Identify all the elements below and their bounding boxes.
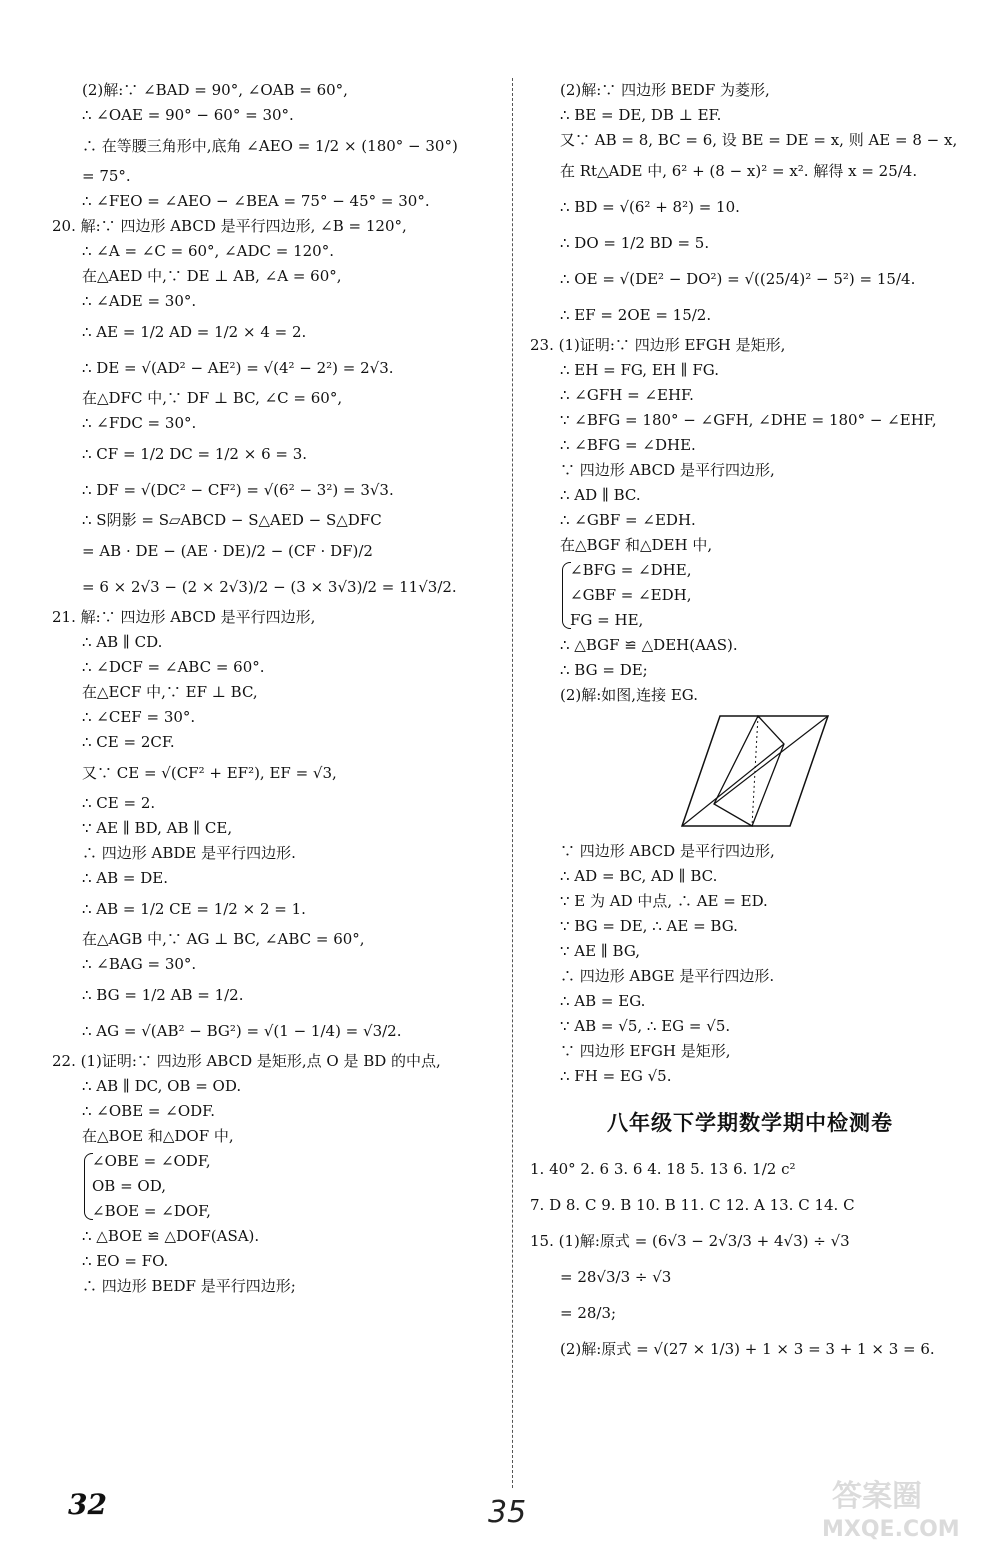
solution-line: = 75°. [82,167,131,185]
solution-line: ∴ ∠BFG = ∠DHE. [560,436,696,454]
solution-line: ∵ 四边形 ABCD 是平行四边形, [560,461,775,479]
solution-line: ∴ AB ∥ CD. [82,633,163,651]
solution-line: (2)解:∵ ∠BAD = 90°, ∠OAB = 60°, [82,81,348,99]
solution-line: 20. 解:∵ 四边形 ABCD 是平行四边形, ∠B = 120°, [52,217,407,235]
solution-line: ∴ DE = √(AD² − AE²) = √(4² − 2²) = 2√3. [82,359,394,377]
solution-line: ∵ AE ∥ BG, [560,942,641,960]
solution-line: = 28/3; [560,1304,617,1322]
solution-line: 在△BGF 和△DEH 中, [560,536,713,554]
solution-line: ∴ 四边形 ABDE 是平行四边形. [82,844,296,862]
brace-line: ∠GBF = ∠EDH, [570,586,692,604]
solution-line: ∴ BG = DE; [560,661,648,679]
solution-line: 在△BOE 和△DOF 中, [82,1127,234,1145]
solution-line: 在△DFC 中,∵ DF ⊥ BC, ∠C = 60°, [82,389,343,407]
solution-line: ∴ ∠DCF = ∠ABC = 60°. [82,658,265,676]
brace-line: ∠BFG = ∠DHE, [570,561,692,579]
solution-line: ∵ 四边形 EFGH 是矩形, [560,1042,731,1060]
solution-line: ∴ ∠CEF = 30°. [82,708,196,726]
solution-line: ∴ 在等腰三角形中,底角 ∠AEO = 1/2 × (180° − 30°) [82,137,458,155]
solution-line: 在△ECF 中,∵ EF ⊥ BC, [82,683,258,701]
solution-line: ∴ AE = 1/2 AD = 1/2 × 4 = 2. [82,323,307,341]
left-column [52,78,492,1299]
solution-line: ∴ ∠OBE = ∠ODF. [82,1102,215,1120]
solution-line: 在△AGB 中,∵ AG ⊥ BC, ∠ABC = 60°, [82,930,365,948]
solution-line: ∴ ∠FEO = ∠AEO − ∠BEA = 75° − 45° = 30°. [82,192,430,210]
solution-line: ∵ AE ∥ BD, AB ∥ CE, [82,819,233,837]
solution-line: 在△AED 中,∵ DE ⊥ AB, ∠A = 60°, [82,267,342,285]
brace-line: ∠OBE = ∠ODF, [92,1152,211,1170]
brace-line: OB = OD, [92,1177,166,1195]
left-solution-lines [52,78,492,1149]
right-solution-mid [530,633,970,708]
brace-line: ∠BOE = ∠DOF, [92,1202,211,1220]
watermark-top-text: 答案圈 [832,1479,922,1514]
solution-line: ∴ CE = 2CF. [82,733,175,751]
solution-line: ∴ △BGF ≌ △DEH(AAS). [560,636,738,654]
watermark-bottom-text: MXQE.COM [822,1517,960,1542]
page-number: 32 [68,1488,107,1521]
left-brace-system [52,1149,492,1224]
solution-line: 22. (1)证明:∵ 四边形 ABCD 是矩形,点 O 是 BD 的中点, [52,1052,441,1070]
solution-line: ∴ AB = DE. [82,869,169,887]
right-column [530,78,970,1367]
left-solution-tail [52,1224,492,1299]
solution-line: = 6 × 2√3 − (2 × 2√3)/2 − (3 × 3√3)/2 = 11√3/2. [82,578,457,596]
solution-line: ∴ DO = 1/2 BD = 5. [560,234,710,252]
solution-line: ∵ AB = √5, ∴ EG = √5. [560,1017,731,1035]
solution-line: ∴ AD = BC, AD ∥ BC. [560,867,718,885]
solution-line: ∴ ∠A = ∠C = 60°, ∠ADC = 120°. [82,242,334,260]
solution-line: ∵ BG = DE, ∴ AE = BG. [560,917,738,935]
solution-line: ∵ ∠BFG = 180° − ∠GFH, ∠DHE = 180° − ∠EHF, [560,411,937,429]
solution-line: ∴ 四边形 BEDF 是平行四边形; [82,1277,296,1295]
solution-line: ∴ CF = 1/2 DC = 1/2 × 6 = 3. [82,445,308,463]
solution-line: ∴ AB ∥ DC, OB = OD. [82,1077,242,1095]
solution-line: ∴ CE = 2. [82,794,156,812]
handwritten-page-number: 35 [488,1495,527,1530]
solution-line: 23. (1)证明:∵ 四边形 EFGH 是矩形, [530,336,786,354]
brace-line: FG = HE, [570,611,644,629]
solution-line: ∴ △BOE ≌ △DOF(ASA). [82,1227,260,1245]
solution-line: ∴ ∠GFH = ∠EHF. [560,386,694,404]
column-divider [512,78,513,1488]
parallelogram-diagram [680,714,830,829]
solution-line: ∴ ∠ADE = 30°. [82,292,197,310]
solution-line: ∴ EH = FG, EH ∥ FG. [560,361,719,379]
solution-line: = AB · DE − (AE · DE)/2 − (CF · DF)/2 [82,542,373,560]
solution-line: ∴ 四边形 ABGE 是平行四边形. [560,967,775,985]
parallelogram-figure [680,714,970,833]
solution-line: 1. 40° 2. 6 3. 6 4. 18 5. 13 6. 1/2 c² [530,1160,796,1178]
solution-line: ∴ ∠BAG = 30°. [82,955,197,973]
right-brace-system [530,558,970,633]
solution-line: (2)解:原式 = √(27 × 1/3) + 1 × 3 = 3 + 1 × 3 = 6. [560,1340,935,1358]
solution-line: ∴ S阴影 = S▱ABCD − S△AED − S△DFC [82,511,382,529]
solution-line: ∴ AB = 1/2 CE = 1/2 × 2 = 1. [82,900,306,918]
solution-line: ∴ DF = √(DC² − CF²) = √(6² − 3²) = 3√3. [82,481,394,499]
solution-line: 15. (1)解:原式 = (6√3 − 2√3/3 + 4√3) ÷ √3 [530,1232,850,1250]
solution-line: 又∵ AB = 8, BC = 6, 设 BE = DE = x, 则 AE = 8 − x, [560,131,958,149]
solution-line: ∴ ∠OAE = 90° − 60° = 30°. [82,106,294,124]
solution-line: (2)解:∵ 四边形 BEDF 为菱形, [560,81,770,99]
solution-line: ∵ 四边形 ABCD 是平行四边形, [560,842,775,860]
answer-lines [530,1151,970,1367]
solution-line: ∴ AB = EG. [560,992,646,1010]
solution-line: ∵ E 为 AD 中点, ∴ AE = ED. [560,892,768,910]
right-solution-after-figure [530,839,970,1089]
solution-line: ∴ EF = 2OE = 15/2. [560,306,712,324]
solution-line: ∴ BD = √(6² + 8²) = 10. [560,198,740,216]
solution-line: ∴ ∠FDC = 30°. [82,414,197,432]
solution-line: ∴ AD ∥ BC. [560,486,641,504]
solution-line: (2)解:如图,连接 EG. [560,686,699,704]
solution-line: ∴ EO = FO. [82,1252,169,1270]
solution-line: 7. D 8. C 9. B 10. B 11. C 12. A 13. C 14. C [530,1196,855,1214]
solution-line: 又∵ CE = √(CF² + EF²), EF = √3, [82,764,337,782]
section-title: 八年级下学期数学期中检测卷 [607,1111,893,1135]
solution-line: 21. 解:∵ 四边形 ABCD 是平行四边形, [52,608,316,626]
solution-line: ∴ OE = √(DE² − DO²) = √((25/4)² − 5²) = 15/4. [560,270,916,288]
right-solution-lines [530,78,970,558]
watermark-logo [792,1472,982,1542]
solution-line: ∴ AG = √(AB² − BG²) = √(1 − 1/4) = √3/2. [82,1022,402,1040]
solution-line: 在 Rt△ADE 中, 6² + (8 − x)² = x². 解得 x = 25/4. [560,162,918,180]
solution-line: ∴ ∠GBF = ∠EDH. [560,511,696,529]
solution-line: ∴ BE = DE, DB ⊥ EF. [560,106,722,124]
solution-line: = 28√3/3 ÷ √3 [560,1268,672,1286]
solution-line: ∴ BG = 1/2 AB = 1/2. [82,986,244,1004]
solution-line: ∴ FH = EG √5. [560,1067,672,1085]
